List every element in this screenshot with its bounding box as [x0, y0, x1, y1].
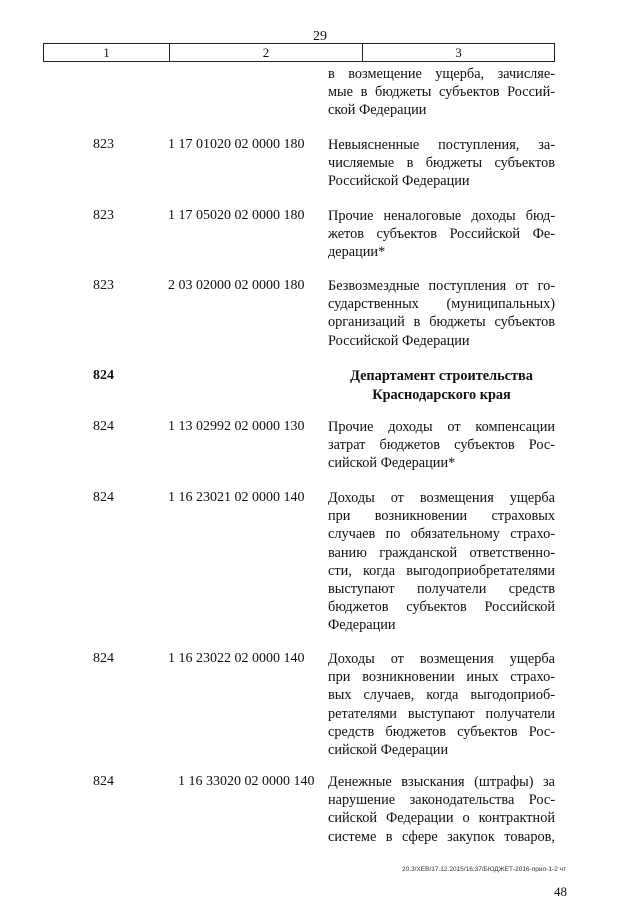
row-description: [328, 773, 555, 846]
admin-code: 823: [93, 208, 114, 223]
page-number-bottom: 48: [554, 884, 567, 899]
desc-line: жетов субъектов Российской Фе-: [328, 226, 555, 243]
desc-line: ской Федерации: [328, 102, 427, 119]
desc-line: Доходы от возмещения ущерба: [328, 490, 555, 506]
desc-line: затрат бюджетов субъектов Рос-: [328, 437, 555, 454]
desc-line: Прочие неналоговые доходы бюд-: [328, 208, 555, 224]
desc-line: вых случаев, когда выгодоприоб-: [328, 687, 555, 704]
desc-line: сийской Федерации: [328, 742, 449, 759]
desc-line: Денежные взыскания (штрафы) за: [328, 774, 555, 790]
desc-line: Невыясненные поступления, за-: [328, 137, 555, 153]
department-title: [328, 367, 555, 404]
admin-code: 824: [93, 490, 114, 505]
table-header: [43, 43, 555, 62]
desc-line: мые в бюджеты субъектов Россий-: [328, 84, 555, 101]
budget-code: 2 03 02000 02 0000 180: [168, 278, 305, 293]
header-col-1: 1: [44, 44, 170, 61]
continuation-description: [328, 65, 555, 120]
desc-line: в возмещение ущерба, зачисляе-: [328, 66, 555, 82]
header-col-3: 3: [455, 45, 462, 60]
row-description: [328, 277, 555, 350]
budget-code: 1 16 23021 02 0000 140: [168, 490, 305, 505]
desc-line: сти, когда выгодоприобретателями: [328, 562, 555, 579]
desc-line: при возникновении страховых: [328, 508, 555, 525]
budget-code: 1 17 05020 02 0000 180: [168, 208, 305, 223]
budget-code: 1 13 02992 02 0000 130: [168, 419, 305, 434]
page-number-top: 29: [313, 29, 327, 44]
desc-line: средств бюджетов субъектов Рос-: [328, 723, 555, 740]
row-description: [328, 418, 555, 473]
desc-line: организаций в бюджеты субъектов: [328, 314, 555, 331]
row-description: [328, 207, 555, 262]
desc-line: случаев по обязательному страхо-: [328, 526, 555, 543]
desc-line: бюджетов субъектов Российской: [328, 599, 555, 616]
row-description: [328, 650, 555, 759]
row-description: [328, 136, 555, 191]
desc-line: сийской Федерации*: [328, 455, 456, 472]
admin-code: 824: [93, 419, 114, 434]
desc-line: Безвозмездные поступления от го-: [328, 278, 555, 294]
desc-line: сийской Федерации о контрактной: [328, 810, 555, 827]
budget-code: 1 16 33020 02 0000 140: [178, 774, 315, 789]
desc-line: выступают получатели средств: [328, 581, 555, 598]
admin-code: 824: [93, 651, 114, 666]
admin-code: 823: [93, 278, 114, 293]
desc-line: сударственных (муниципальных): [328, 296, 555, 313]
desc-line: ванию гражданской ответственно-: [328, 544, 555, 561]
department-title-line: Краснодарского края: [372, 386, 511, 403]
desc-line: дерации*: [328, 244, 386, 261]
desc-line: Федерации: [328, 617, 396, 634]
admin-code: 824: [93, 774, 114, 789]
desc-line: Российской Федерации: [328, 173, 470, 190]
desc-line: при возникновении иных страхо-: [328, 669, 555, 686]
desc-line: Прочие доходы от компенсации: [328, 419, 555, 435]
admin-code: 823: [93, 137, 114, 152]
header-col-2: 2: [170, 44, 363, 61]
department-admin-code: 824: [93, 368, 114, 383]
desc-line: Российской Федерации: [328, 332, 470, 349]
budget-code: 1 17 01020 02 0000 180: [168, 137, 305, 152]
desc-line: нарушение законодательства Рос-: [328, 792, 555, 809]
desc-line: числяемые в бюджеты субъектов: [328, 155, 555, 172]
desc-line: ретателями выступают получатели: [328, 705, 555, 722]
row-description: [328, 489, 555, 635]
footer-file-note: 20.3/XEB/17.12.2015/16:37/БЮДЖЕТ-2016-прил-1-2 чт: [401, 866, 566, 873]
budget-code: 1 16 23022 02 0000 140: [168, 651, 305, 666]
desc-line: системе в сфере закупок товаров,: [328, 828, 555, 845]
desc-line: Доходы от возмещения ущерба: [328, 651, 555, 667]
department-title-line: Департамент строительства: [350, 368, 533, 384]
